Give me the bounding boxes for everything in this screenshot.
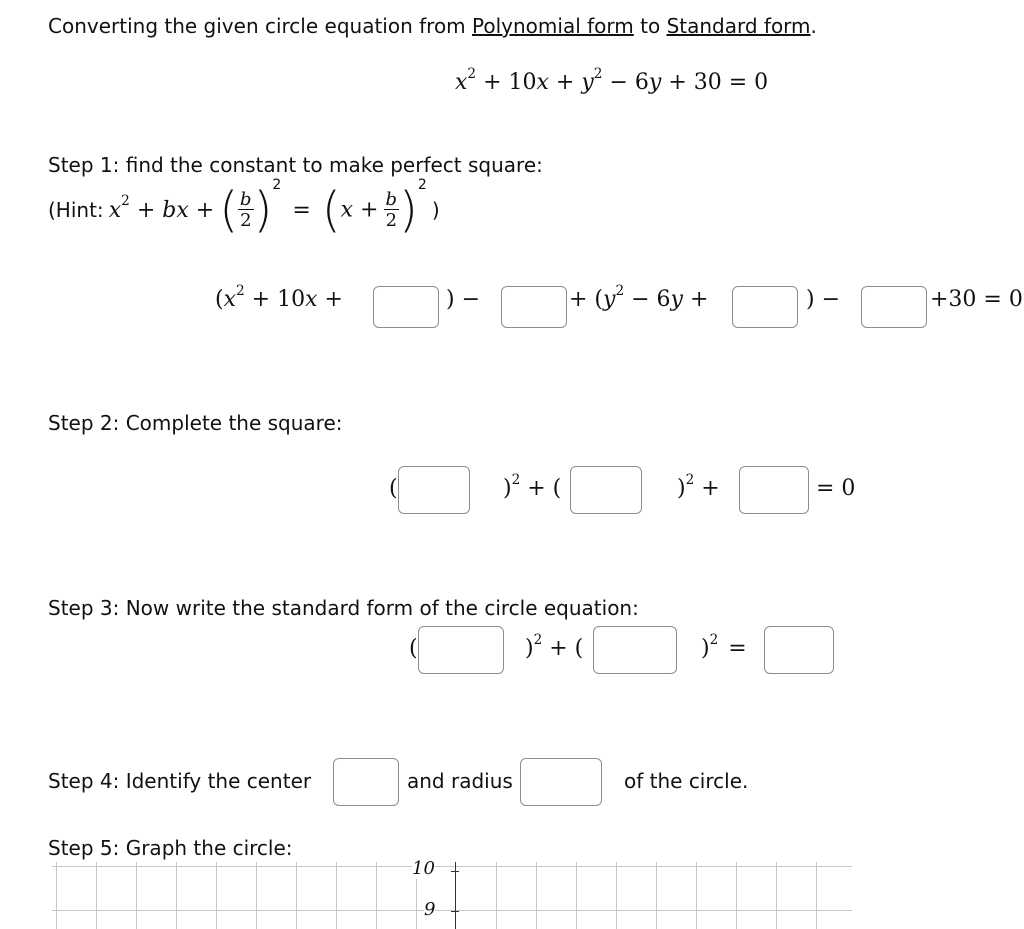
step4-middle: and radius: [407, 769, 513, 793]
hint-open: (Hint:: [48, 198, 104, 222]
hint-fraction-1: [238, 188, 254, 231]
grid-line-v: [256, 862, 257, 929]
step3-equals: =: [728, 636, 747, 661]
hint-rhs-x: x: [340, 197, 354, 223]
step2-close-1: ): [503, 476, 512, 501]
step2-equals-zero: = 0: [816, 476, 856, 501]
grid-line-v: [56, 862, 57, 929]
eq-y: y: [581, 70, 594, 95]
grid-line-v: [736, 862, 737, 929]
row-open: (: [215, 287, 224, 312]
row-x2: x: [305, 287, 318, 312]
row-exp-y: 2: [615, 282, 625, 299]
y-label-10: 10: [412, 858, 435, 879]
step2-exp-2: 2: [685, 471, 695, 488]
frac2-den: 2: [385, 209, 398, 231]
hint-exp-3: 2: [417, 176, 427, 193]
eq-exp-x: 2: [467, 65, 477, 82]
y-axis: [455, 862, 456, 929]
step2-exp-1: 2: [511, 471, 521, 488]
frac-num: b: [240, 188, 252, 210]
step1-row-b: [569, 282, 709, 312]
y-tick-9: [451, 911, 459, 912]
grid-line-v: [376, 862, 377, 929]
eq-y2: y: [648, 70, 662, 95]
grid-line-h: [52, 866, 852, 867]
polynomial-form-link[interactable]: Polynomial form: [472, 14, 634, 38]
step1-x-subtract-input[interactable]: [501, 286, 567, 328]
hint-paren-open-2: (: [321, 182, 341, 238]
step1-row-a: [215, 282, 343, 312]
eq-exp-y: 2: [593, 65, 603, 82]
step3-close-2: ): [701, 636, 710, 661]
step2-plus-open: + (: [520, 476, 562, 501]
row-minus6: − 6: [624, 287, 671, 312]
frac-den: 2: [240, 209, 252, 231]
grid-line-v: [576, 862, 577, 929]
step2-close-2: ): [677, 476, 686, 501]
hint-equals: =: [292, 197, 311, 223]
step1-title: Step 1: find the constant to make perfect square:: [48, 153, 543, 177]
hint-rhs: [341, 198, 379, 223]
step2-open-1: (: [389, 476, 398, 501]
step3-open-1: (: [409, 636, 418, 661]
y-label-9: 9: [424, 899, 436, 920]
step3-exp-2: 2: [709, 631, 719, 648]
grid-line-v: [336, 862, 337, 929]
hint-paren-close-2: ): [399, 182, 418, 238]
eq-tail: + 30 = 0: [661, 70, 769, 95]
row-plus2: +: [682, 287, 709, 312]
frac2-num: b: [385, 188, 398, 210]
step3-y-term-input[interactable]: [593, 626, 677, 674]
hint-x: x: [108, 197, 122, 223]
hint-paren-close: ): [253, 182, 273, 238]
standard-form-link[interactable]: Standard form: [666, 14, 811, 38]
step1-y-constant-input[interactable]: [732, 286, 798, 328]
step2-mid: [503, 471, 562, 501]
row-close-minus-2: ) −: [806, 287, 841, 312]
step3-x-term-input[interactable]: [418, 626, 504, 674]
grid-line-v: [136, 862, 137, 929]
step4-prefix: Step 4: Identify the center: [48, 769, 312, 793]
grid-line-v: [496, 862, 497, 929]
grid-line-v: [616, 862, 617, 929]
hint-plus-b: + b: [129, 197, 177, 223]
row-close-minus: ) −: [446, 287, 481, 312]
step5-title: Step 5: Graph the circle:: [48, 836, 293, 860]
grid-line-v: [536, 862, 537, 929]
row-y: y: [603, 287, 616, 312]
grid-line-v: [96, 862, 97, 929]
hint-close: ): [431, 198, 440, 222]
row-plus: +: [317, 287, 343, 312]
eq-minus6: − 6: [602, 70, 649, 95]
hint-exp: 2: [121, 193, 130, 210]
row-y2: y: [670, 287, 683, 312]
grid-line-v: [296, 862, 297, 929]
row-10: + 10: [244, 287, 306, 312]
hint-paren-open: (: [219, 182, 239, 238]
row-tail: +30 = 0: [930, 287, 1023, 312]
intro-text: [48, 14, 817, 38]
hint-lhs: [108, 193, 215, 223]
intro-middle: to: [640, 14, 661, 38]
step3-title: Step 3: Now write the standard form of the circle equation:: [48, 596, 639, 620]
row-x: x: [223, 287, 237, 312]
eq-x: x: [455, 70, 468, 95]
step3-exp-1: 2: [533, 631, 543, 648]
grid-line-v: [656, 862, 657, 929]
center-input[interactable]: [333, 758, 399, 806]
step4-suffix: of the circle.: [624, 769, 749, 793]
step2-title: Step 2: Complete the square:: [48, 411, 343, 435]
step1-y-subtract-input[interactable]: [861, 286, 927, 328]
step1-x-constant-input[interactable]: [373, 286, 439, 328]
intro-prefix: Converting the given circle equation from: [48, 14, 466, 38]
step3-mid: [525, 631, 584, 661]
grid-line-v: [176, 862, 177, 929]
y-tick-10: [451, 871, 459, 872]
step3-close-1: ): [525, 636, 534, 661]
row-plus-paren: + (: [569, 287, 604, 312]
grid-line-v: [816, 862, 817, 929]
hint-rhs-plus: +: [353, 197, 379, 223]
hint-exp-2: 2: [272, 176, 282, 193]
step2-constant-input[interactable]: [739, 466, 809, 514]
intro-suffix: .: [810, 14, 817, 38]
hint-plus: +: [188, 197, 215, 223]
step3-plus-open: + (: [542, 636, 584, 661]
step3-radius-squared-input[interactable]: [764, 626, 834, 674]
step2-x-term-input[interactable]: [398, 466, 470, 514]
eq-10: + 10: [476, 70, 537, 95]
eq-x2: x: [536, 70, 549, 95]
step3-mid-2: [701, 631, 747, 661]
radius-input[interactable]: [520, 758, 602, 806]
grid-line-v: [776, 862, 777, 929]
grid-line-v: [696, 862, 697, 929]
step2-mid-2: [677, 471, 720, 501]
hint-fraction-2: [384, 188, 400, 231]
step2-plus: +: [694, 476, 720, 501]
step2-y-term-input[interactable]: [570, 466, 642, 514]
step1-hint: [48, 176, 440, 246]
hint-x2: x: [176, 197, 189, 223]
row-exp: 2: [236, 282, 245, 299]
eq-plus: +: [548, 70, 582, 95]
given-equation: [455, 65, 769, 95]
grid-line-v: [216, 862, 217, 929]
